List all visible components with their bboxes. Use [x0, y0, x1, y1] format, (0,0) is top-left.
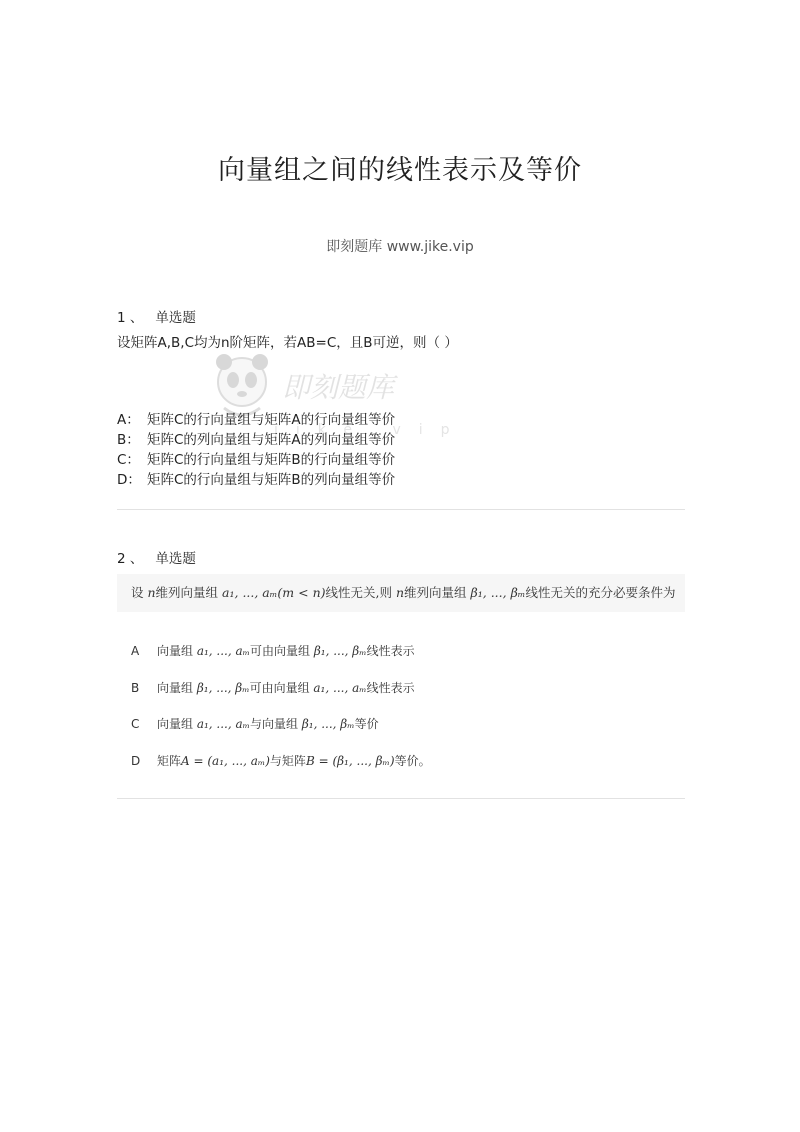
- stem-text: 维列向量组: [155, 585, 223, 600]
- option-text: 线性表示: [366, 681, 415, 695]
- option-label: C：: [117, 452, 140, 468]
- option-math: β₁, ..., βₘ: [196, 681, 250, 695]
- q1-option-c[interactable]: [117, 450, 395, 470]
- watermark-subtext: jike.vip: [274, 422, 468, 438]
- option-math: β₁, ..., βₘ: [301, 717, 355, 731]
- q1-number: 1 、: [117, 310, 144, 326]
- stem-text: 线性无关的充分必要条件为: [525, 585, 676, 600]
- q1-type: 单选题: [155, 310, 196, 326]
- option-text: 等价: [354, 717, 379, 731]
- option-label: C: [131, 717, 140, 731]
- stem-math: β₁, ..., βₘ: [470, 585, 526, 600]
- stem-text: 维列向量组: [404, 585, 471, 600]
- source-line: 即刻题库 www.jike.vip: [326, 239, 474, 255]
- q1-option-d[interactable]: [117, 470, 395, 490]
- divider: [117, 509, 685, 510]
- option-math: A = (a₁, ..., aₘ): [181, 754, 270, 768]
- q2-option-c[interactable]: [131, 715, 379, 732]
- stem-text: 设: [131, 585, 148, 600]
- option-label: D：: [117, 472, 141, 488]
- option-label: B: [131, 681, 140, 695]
- q2-option-a[interactable]: [131, 642, 415, 659]
- option-text: 矩阵C的行向量组与矩阵B的列向量组等价: [147, 472, 396, 488]
- option-math: a₁, ..., aₘ: [313, 681, 367, 695]
- option-math: a₁, ..., aₘ: [196, 644, 251, 658]
- option-text: 与矩阵: [269, 754, 306, 768]
- divider: [117, 798, 685, 799]
- q1-option-b[interactable]: [117, 430, 395, 450]
- page-title: 向量组之间的线性表示及等价: [218, 155, 582, 186]
- q2-stem: [117, 574, 685, 612]
- q1-option-a[interactable]: [117, 410, 395, 430]
- option-text: 向量组: [157, 681, 197, 695]
- watermark-text: 即刻题库: [282, 371, 395, 404]
- q2-header: [117, 547, 196, 567]
- option-text: 矩阵C的行向量组与矩阵A的行向量组等价: [147, 412, 396, 428]
- option-math: β₁, ..., βₘ: [313, 644, 367, 658]
- option-text: 向量组: [157, 717, 197, 731]
- option-label: D: [131, 754, 141, 768]
- stem-text: 线性无关,则: [325, 585, 396, 600]
- option-text: 等价。: [394, 754, 431, 768]
- option-label: A: [131, 644, 140, 658]
- q1-header: [117, 306, 196, 326]
- option-text: 矩阵C的行向量组与矩阵B的行向量组等价: [147, 452, 396, 468]
- option-text: 可由向量组: [250, 644, 314, 658]
- option-math: B = (β₁, ..., βₘ): [305, 754, 395, 768]
- option-text: 矩阵: [157, 754, 182, 768]
- stem-math: n: [147, 585, 156, 600]
- q2-option-b[interactable]: [131, 679, 415, 696]
- option-text: 矩阵C的列向量组与矩阵A的列向量组等价: [147, 432, 396, 448]
- stem-math: a₁, ..., aₘ(m < n): [222, 585, 326, 600]
- q2-type: 单选题: [155, 551, 196, 567]
- option-text: 可由向量组: [249, 681, 314, 695]
- stem-math: n: [395, 585, 405, 600]
- option-label: A：: [117, 412, 140, 428]
- q2-number: 2 、: [117, 551, 144, 567]
- q2-option-d[interactable]: [131, 752, 431, 769]
- q1-stem: 设矩阵A,B,C均为n阶矩阵，若AB=C，且B可逆，则（ ）: [117, 335, 458, 351]
- option-label: B：: [117, 432, 140, 448]
- option-text: 线性表示: [366, 644, 415, 658]
- option-text: 向量组: [157, 644, 197, 658]
- option-text: 与向量组: [250, 717, 302, 731]
- option-math: a₁, ..., aₘ: [196, 717, 251, 731]
